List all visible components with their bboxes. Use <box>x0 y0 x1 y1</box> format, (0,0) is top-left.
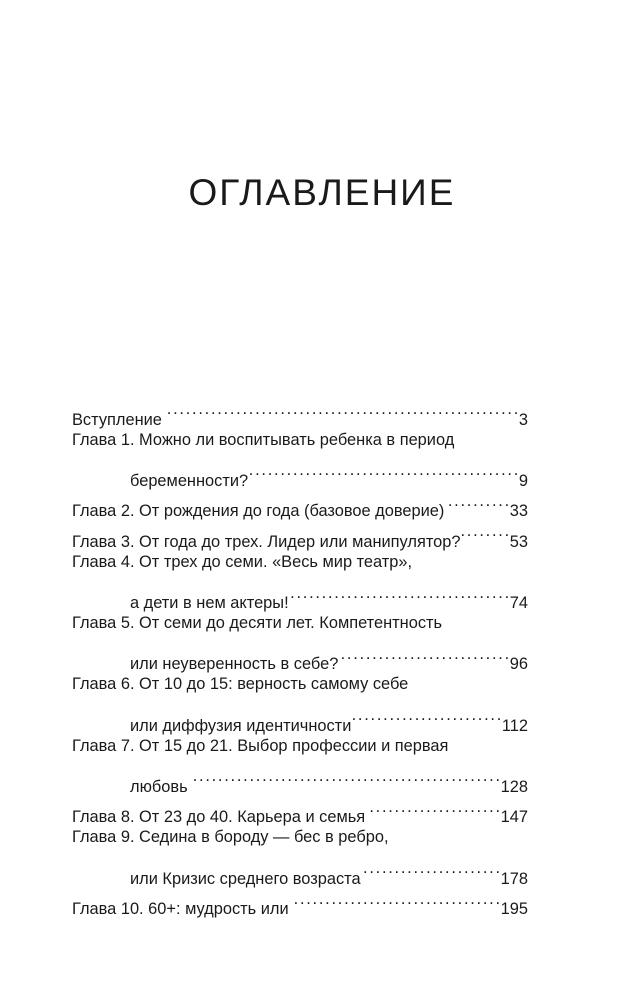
toc-entry <box>72 822 528 853</box>
toc-entry-page-number: 53 <box>509 532 528 551</box>
toc-entry-page-number: 195 <box>500 900 528 919</box>
dot-leader <box>190 761 499 792</box>
toc-entry-title: Глава 8. От 23 до 40. Карьера и семья <box>72 808 366 827</box>
toc-entry <box>72 425 528 456</box>
toc-entry <box>72 394 528 429</box>
toc-entry-page-number: 147 <box>500 808 528 827</box>
toc-entry-title: или диффузия идентичности <box>130 716 352 735</box>
dot-leader <box>353 700 500 731</box>
page-title: ОГЛАВЛЕНИЕ <box>188 172 456 213</box>
dot-leader <box>250 455 517 486</box>
dot-leader <box>291 578 508 609</box>
toc-entry-page-number: 128 <box>500 777 528 796</box>
toc-entry-page-number: 3 <box>518 410 528 429</box>
toc-entry-title: а дети в нем актеры! <box>130 594 289 613</box>
toc-entry-page-number: 33 <box>509 502 528 521</box>
toc-entry-title: Глава 1. Можно ли воспитывать ребенка в период <box>72 430 455 449</box>
toc-entry <box>72 608 528 639</box>
toc-entry-title: Глава 3. От года до трех. Лидер или манипулятор? <box>72 532 461 551</box>
toc-entry-title: Глава 7. От 15 до 21. Выбор профессии и первая <box>72 736 449 755</box>
dot-leader <box>462 516 507 547</box>
toc-entry <box>72 578 528 613</box>
toc-entry <box>72 669 528 700</box>
toc-entry <box>72 639 528 674</box>
dot-leader <box>367 792 498 823</box>
dot-leader <box>340 639 507 670</box>
toc-entry <box>72 700 528 735</box>
toc-entry-page-number: 96 <box>509 655 528 674</box>
dot-leader <box>291 884 499 915</box>
toc-entry-title: Вступление <box>72 410 162 429</box>
toc-entry-title: Глава 5. От семи до десяти лет. Компетентность <box>72 614 443 633</box>
toc-entry <box>72 731 528 762</box>
toc-entry-page-number: 9 <box>518 471 528 490</box>
toc-entry-title: любовь <box>130 777 188 796</box>
toc-entry <box>72 455 528 490</box>
table-of-contents <box>72 394 528 919</box>
dot-leader <box>446 486 507 517</box>
toc-entry-title: Глава 6. От 10 до 15: верность самому себе <box>72 675 409 694</box>
toc-entry <box>72 761 528 796</box>
dot-leader <box>363 853 499 884</box>
toc-entry <box>72 853 528 888</box>
toc-entry-title: Глава 2. От рождения до года (базовое доверие) <box>72 502 445 521</box>
toc-entry-page-number: 178 <box>500 869 528 888</box>
toc-entry-page-number: 112 <box>501 716 528 735</box>
toc-entry-title: Глава 4. От трех до семи. «Весь мир театр», <box>72 552 413 571</box>
toc-entry-title: Глава 10. 60+: мудрость или <box>72 900 289 919</box>
toc-entry-page-number: 74 <box>509 594 528 613</box>
dot-leader <box>164 394 517 425</box>
toc-entry-title: беременности? <box>130 471 249 490</box>
toc-entry-title: Глава 9. Седина в бороду — бес в ребро, <box>72 828 389 847</box>
toc-entry-title: или неуверенность в себе? <box>130 655 339 674</box>
toc-entry-title: или Кризис среднего возраста <box>130 869 361 888</box>
